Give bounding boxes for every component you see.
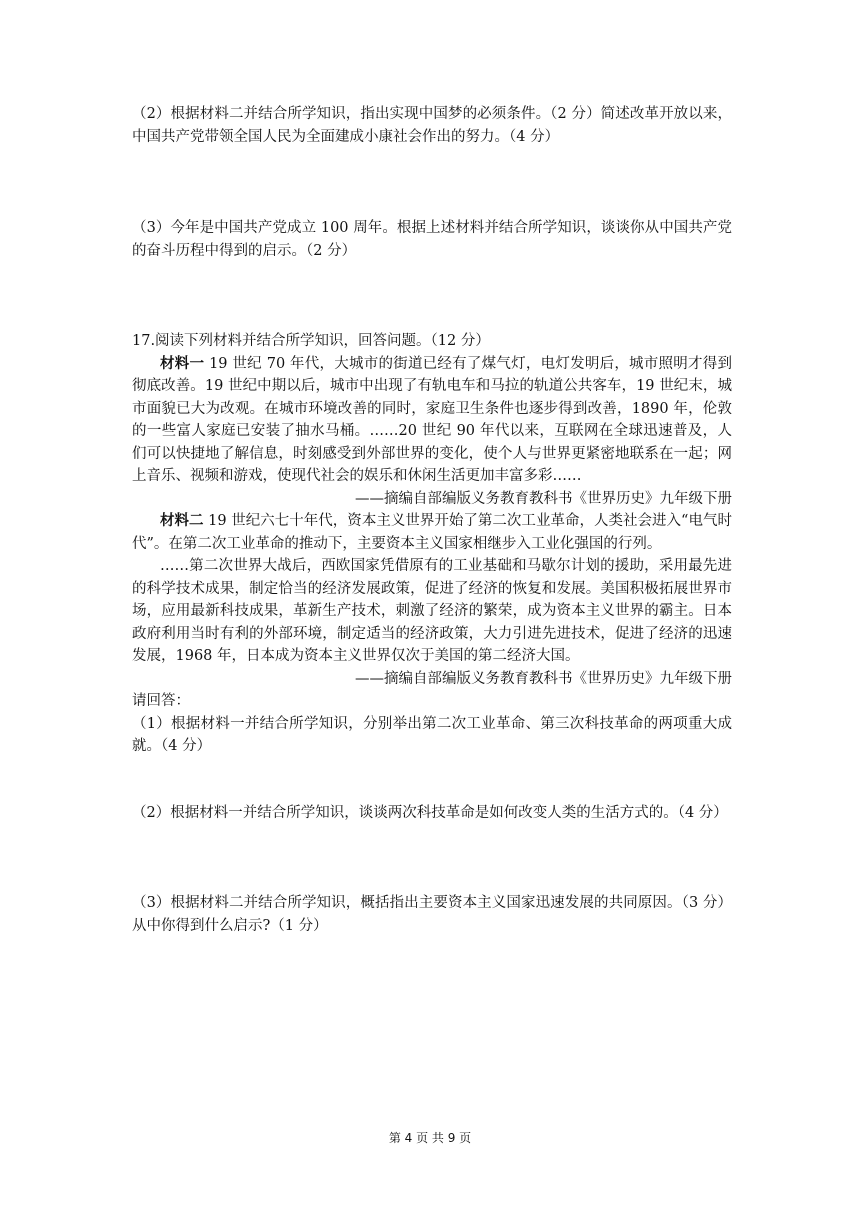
q16-part3 [132,217,732,262]
q17-part2 [132,802,732,825]
q17-part3 [132,892,732,937]
material2-text1: 19 世纪六七十年代，资本主义世界开始了第二次工业革命，人类社会进入“电气时代”。在第二次工业革命的推动下，主要资本主义国家相继步入工业化强国的行列。 [132,513,732,552]
q17-part3-text: （3）根据材料二并结合所学知识，概括指出主要资本主义国家迅速发展的共同原因。（3 分）从中你得到什么启示?（1 分） [132,895,732,934]
material2-source: ——摘编自部编版义务教育教科书《世界历史》九年级下册 [355,670,732,687]
material2-label: 材料二 [160,512,204,529]
q16-part2 [132,103,732,148]
material1-label: 材料一 [160,354,205,372]
material1-paragraph [132,353,732,488]
q17-heading: 17.阅读下列材料并结合所学知识，回答问题。（12 分） [132,333,490,349]
q17-section [132,330,732,758]
q16-part2-text: （2）根据材料二并结合所学知识，指出实现中国梦的必须条件。（2 分）简述改革开放以来，中国共产党带领全国人民为全面建成小康社会作出的努力。（4 分） [132,106,732,145]
material2-paragraph2: ……第二次世界大战后，西欧国家凭借原有的工业基础和马歇尔计划的援助，采用最先进的科学技术成果，制定恰当的经济发展政策，促进了经济的恢复和发展。美国积极拓展世界市场，应用最新科技成果，革新生产技术，刺激了经济的繁荣，成为资本主义世界的霸主。日本政府利用当时有利的外部环境，制定适当的经济政策，大力引进先进技术，促进了经济的迅速发展，1968 年，日本成为资本主义世界仅次于美国的第二经济大国。 [132,558,732,664]
q17-prompt: 请回答： [132,693,190,709]
material1-text: 19 世纪 70 年代，大城市的街道已经有了煤气灯，电灯发明后，城市照明才得到彻底改善。19 世纪中期以后，城市中出现了有轨电车和马拉的轨道公共客车，19 世纪末，城市面貌已大为改观。在城市环境改善的同时，家庭卫生条件也逐步得到改善，1890 年，伦敦的一些富人家庭已安装了抽水马桶。……20 世纪 90 年代以来，互联网在全球迅速普及，人们可以快捷地了解信息，时刻感受到外部世界的变化，使个人与世界更紧密地联系在一起；网上音乐、视频和游戏，使现代社会的娱乐和休闲生活更加丰富多彩…… [132,355,733,484]
q16-part3-text: （3）今年是中国共产党成立 100 周年。根据上述材料并结合所学知识，谈谈你从中国共产党的奋斗历程中得到的启示。（2 分） [132,220,732,259]
material1-source: ——摘编自部编版义务教育教科书《世界历史》九年级下册 [355,490,732,507]
page-number-footer: 第 4 页 共 9 页 [388,1131,472,1145]
material2-paragraph1 [132,510,732,555]
q17-part2-text: （2）根据材料一并结合所学知识，谈谈两次科技革命是如何改变人类的生活方式的。（4 分） [132,805,728,821]
q17-part1: （1）根据材料一并结合所学知识，分别举出第二次工业革命、第三次科技革命的两项重大成就。（4 分） [132,715,732,754]
